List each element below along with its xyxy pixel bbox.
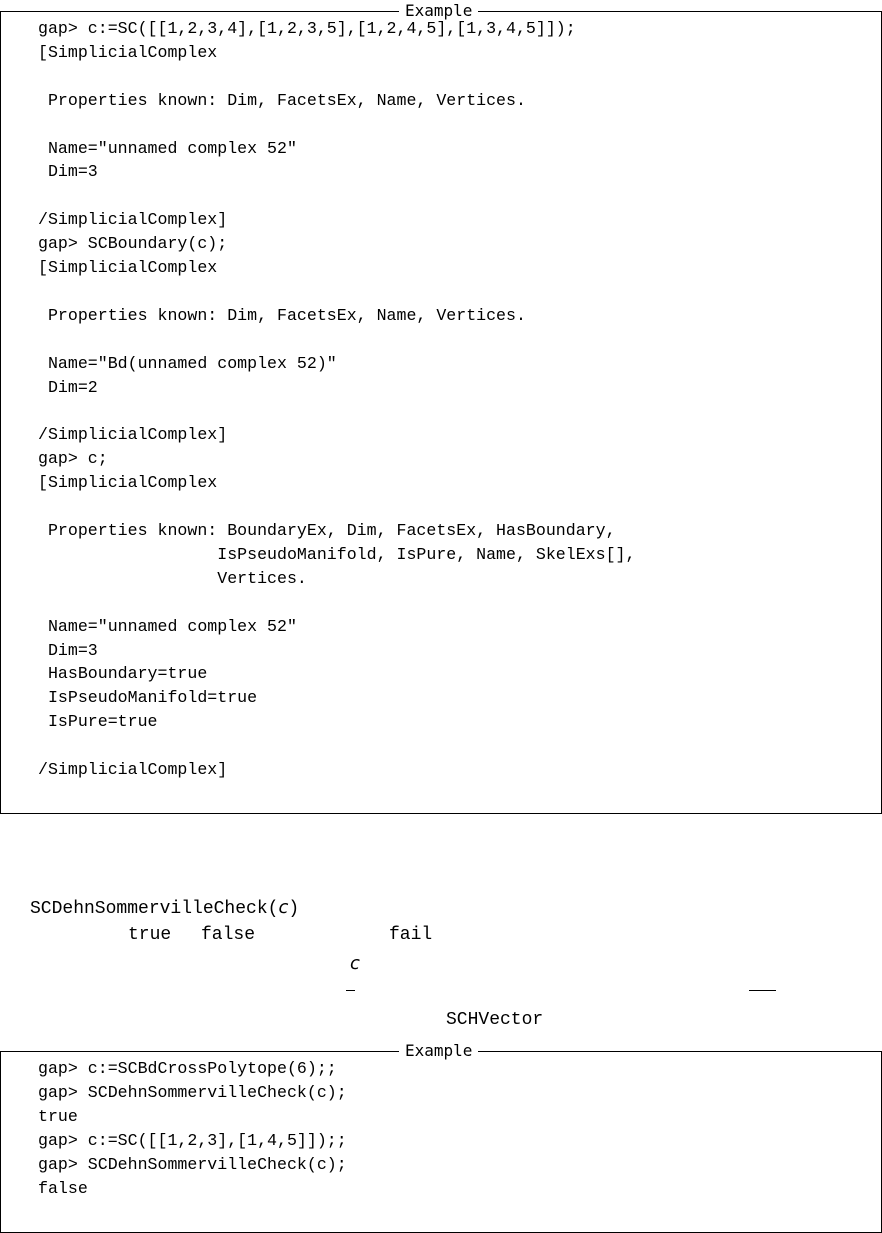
argument-reference: c [350, 953, 360, 974]
code-block: gap> c:=SCBdCrossPolytope(6);; gap> SCDehnSommervilleCheck(c); true gap> c:=SC([[1,2,3],[1,4,5]]);; gap> SCDehnSommervilleCheck(c); false [38, 1059, 347, 1198]
underline-mark [346, 990, 355, 991]
example-box-2 [0, 1041, 882, 1233]
signature-close: ) [288, 899, 300, 919]
example-caption: Example [399, 1, 478, 21]
return-value-true: true [128, 925, 172, 945]
argument-name: c [278, 897, 289, 918]
see-also-link[interactable]: SCHVector [446, 1010, 544, 1030]
example-caption: Example [399, 1041, 478, 1061]
example-box-1 [0, 1, 882, 814]
return-value-false: false [201, 925, 256, 945]
function-signature [30, 897, 299, 920]
underline-mark [749, 990, 776, 991]
code-block: gap> c:=SC([[1,2,3,4],[1,2,3,5],[1,2,4,5],[1,3,4,5]]); [SimplicialComplex Properties known: Dim, FacetsEx, Name, Vertices. Name="unnamed complex 52" Dim=3 /SimplicialComplex] gap> SCBoundary(c); [SimplicialComplex Properties known: Dim, FacetsEx, Name, Vertices. Name="Bd(unnamed complex 52)" Dim=2 /SimplicialComplex] gap> c; [SimplicialComplex Properties known: BoundaryEx, Dim, FacetsEx, HasBoundary, IsPseudoManifold, IsPure, Name, SkelExs[], Vertices. Name="unnamed complex 52" Dim=3 HasBoundary=true IsPseudoManifold=true IsPure=true /SimplicialComplex] [38, 19, 636, 780]
function-name: SCDehnSommervilleCheck( [30, 899, 279, 919]
return-value-fail: fail [389, 925, 433, 945]
